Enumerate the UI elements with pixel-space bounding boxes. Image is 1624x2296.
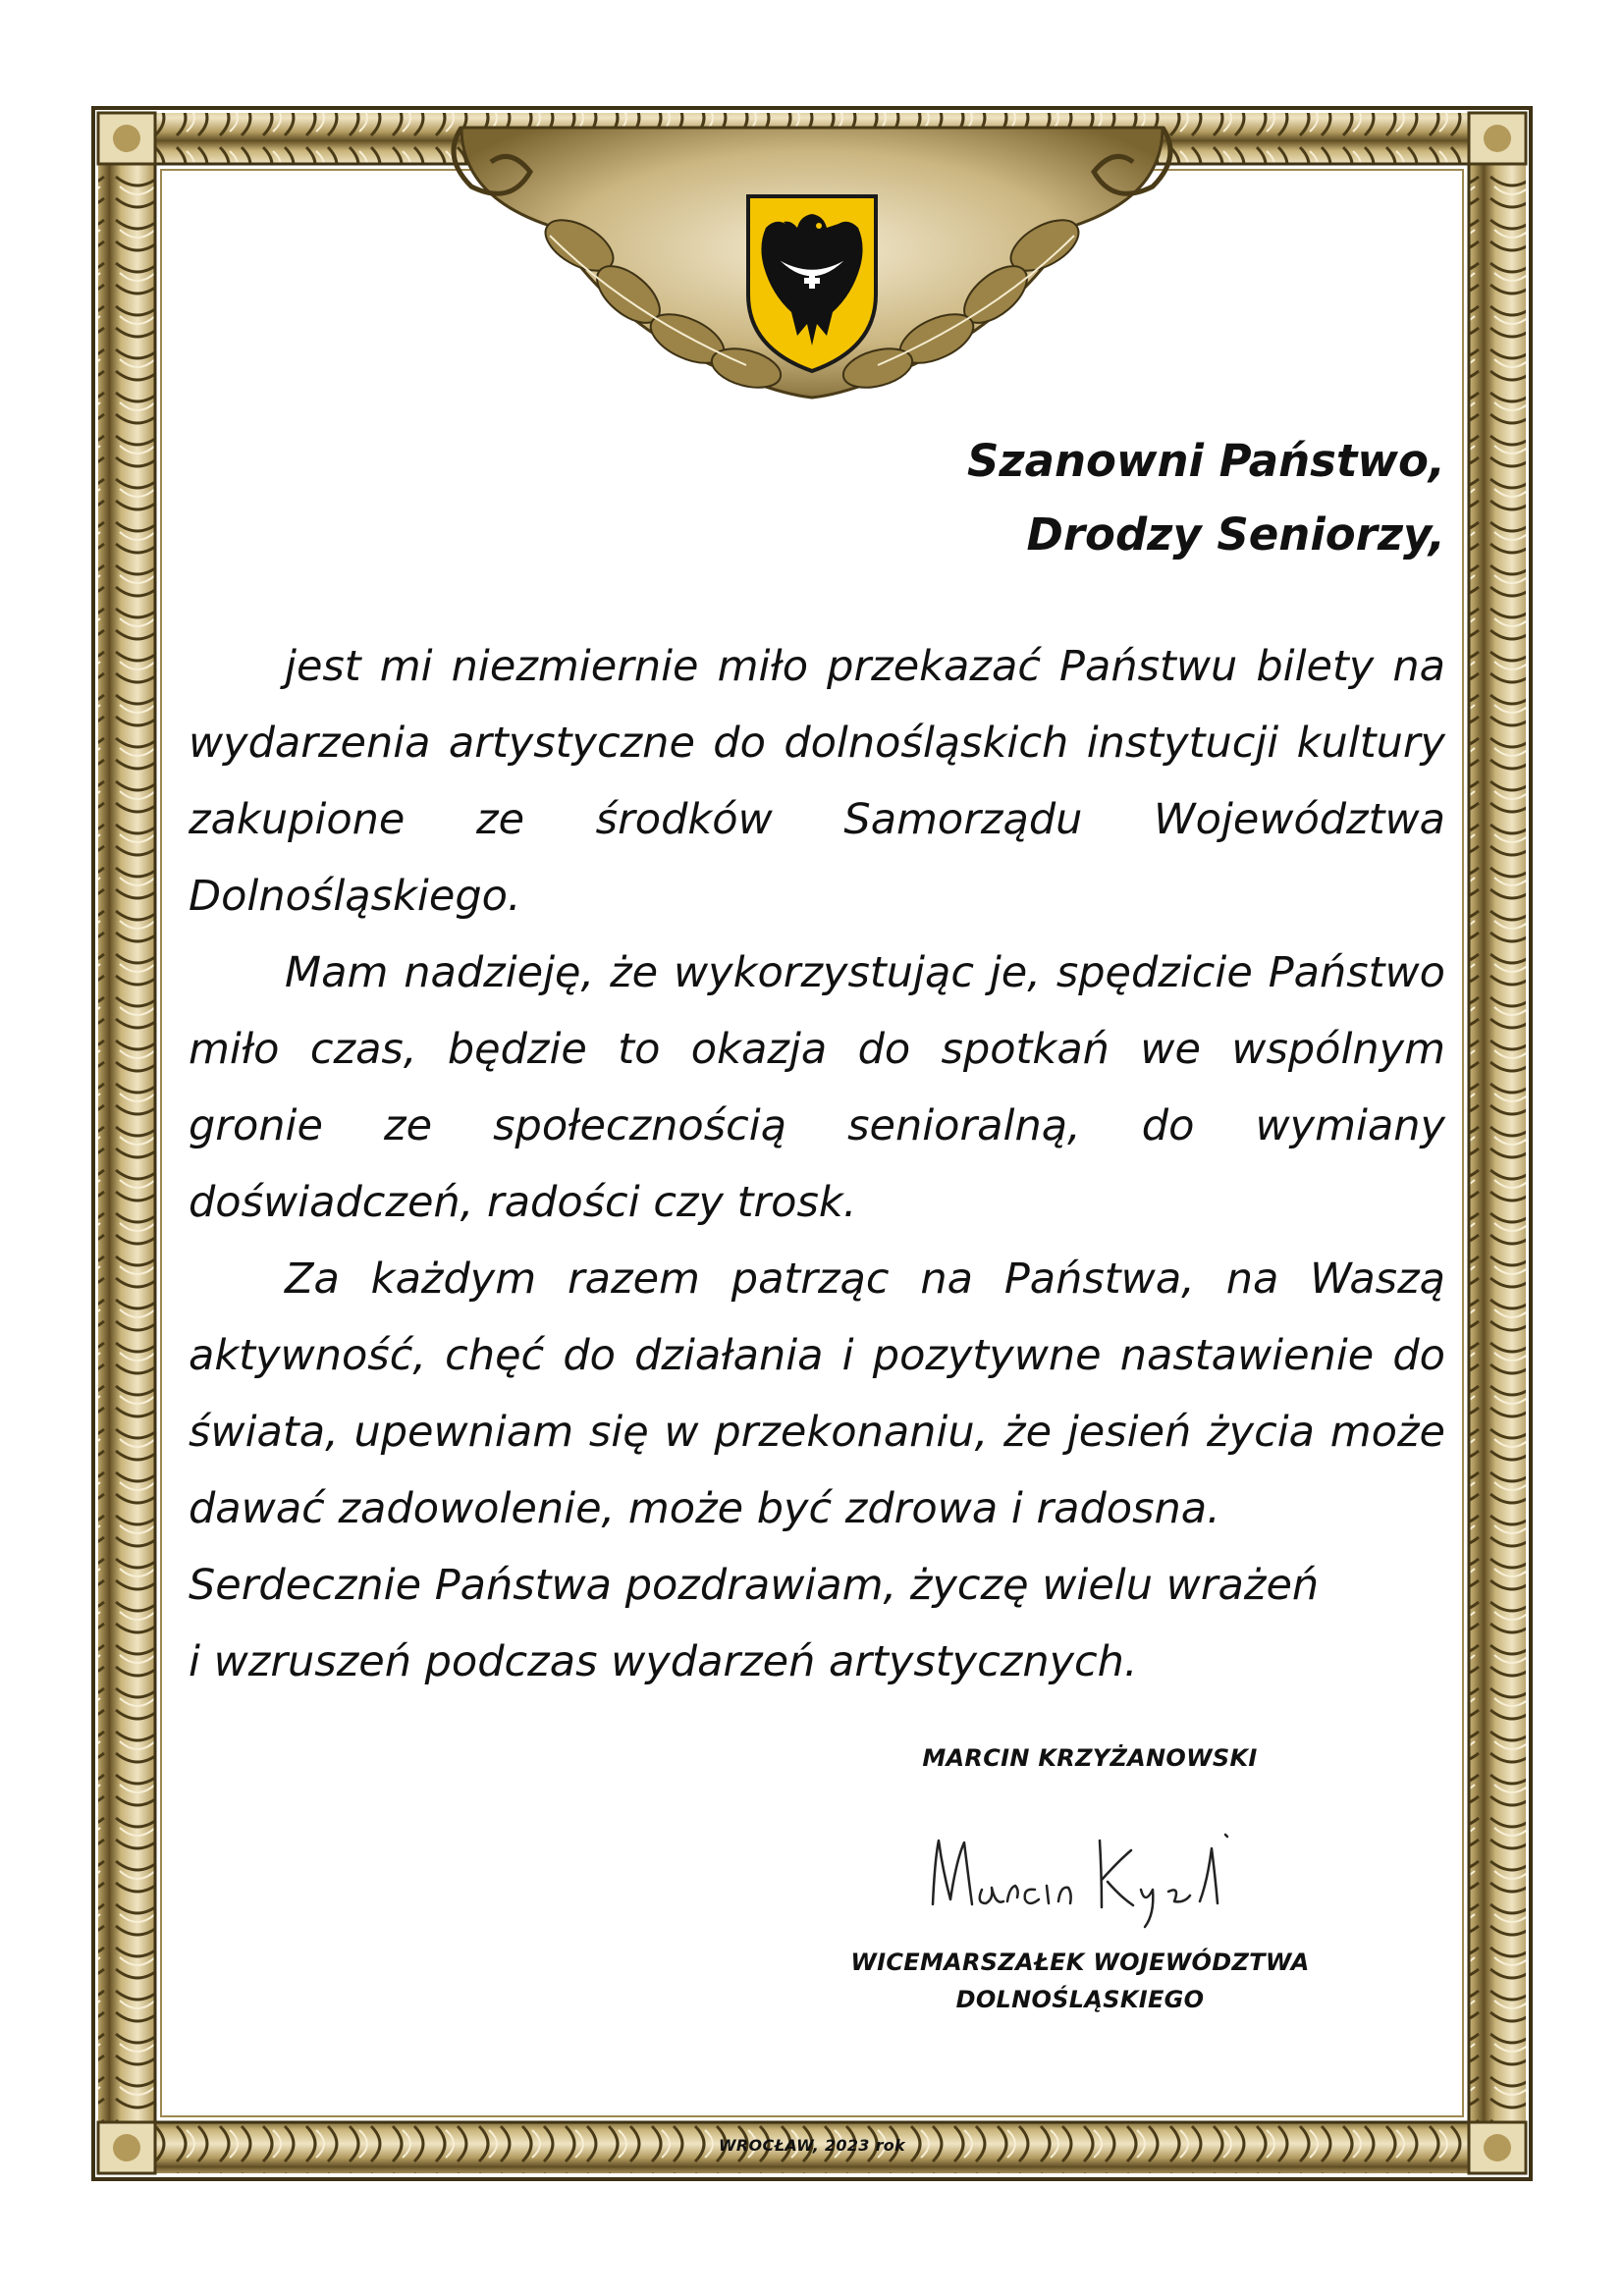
letter-body bbox=[189, 628, 1445, 1700]
lower-silesia-eagle-crest-icon bbox=[748, 196, 876, 371]
paragraph-1: jest mi niezmiernie miło przekazać Państwu bilety na wydarzenia artystyczne do dolnośląskich instytucji kultury zakupione ze środków Samorządu Województwa Dolnośląskiego. bbox=[189, 642, 1445, 921]
greeting-line-2: Drodzy Seniorzy, bbox=[1026, 508, 1445, 561]
paragraph-2: Mam nadzieję, że wykorzystując je, spędzicie Państwo miło czas, będzie to okazja do spotkań we wspólnym gronie ze społecznością senioralną, do wymiany doświadczeń, radości czy trosk. bbox=[189, 948, 1445, 1227]
paragraph-4-line-2: i wzruszeń podczas wydarzeń artystycznych. bbox=[189, 1637, 1138, 1686]
paragraph-4-line-1: Serdecznie Państwa pozdrawiam, życzę wielu wrażeń bbox=[189, 1561, 1320, 1610]
handwritten-signature bbox=[913, 1821, 1237, 1929]
place-and-date: WROCŁAW, 2023 rok bbox=[718, 2136, 905, 2155]
paragraph-3: Za każdym razem patrząc na Państwa, na Waszą aktywność, chęć do działania i pozytywne nastawienie do świata, upewniam się w przekonaniu, że jesień życia może dawać zadowolenie, może być zdrowa i radosna. bbox=[189, 1255, 1445, 1533]
signer-title-line-1: WICEMARSZAŁEK WOJEWÓDZTWA bbox=[850, 1949, 1310, 1976]
greeting-line-1: Szanowni Państwo, bbox=[966, 435, 1445, 487]
signer-title-line-2: DOLNOŚLĄSKIEGO bbox=[955, 1986, 1205, 2013]
signer-name: MARCIN KRZYŻANOWSKI bbox=[922, 1744, 1258, 1772]
